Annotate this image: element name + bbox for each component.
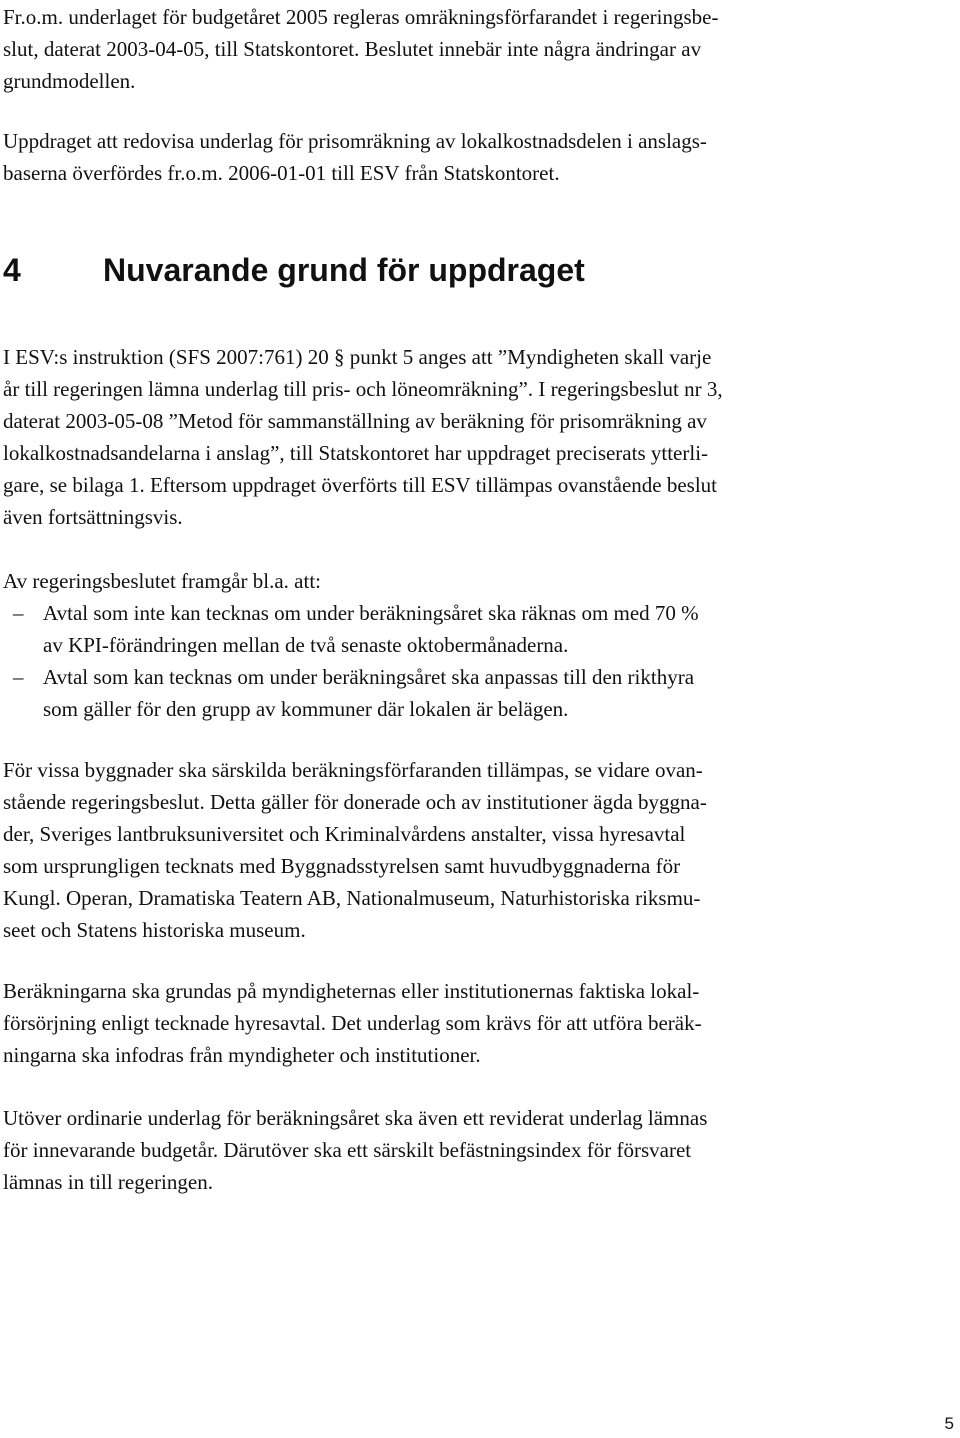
text-line: Uppdraget att redovisa underlag för prisomräkning av lokalkostnadsdelen i anslags- xyxy=(3,129,707,153)
body-paragraph xyxy=(3,975,803,1071)
intro-paragraph xyxy=(3,125,803,189)
text-line: För vissa byggnader ska särskilda beräkningsförfaranden tillämpas, se vidare ovan- xyxy=(3,758,703,782)
text-line: lämnas in till regeringen. xyxy=(3,1170,213,1194)
section-heading xyxy=(3,250,585,290)
text-line: I ESV:s instruktion (SFS 2007:761) 20 § punkt 5 anges att ”Myndigheten skall varje xyxy=(3,345,712,369)
body-paragraph xyxy=(3,341,803,533)
text-line: Avtal som inte kan tecknas om under beräkningsåret ska räknas om med 70 % xyxy=(43,601,699,625)
text-line: Kungl. Operan, Dramatiska Teatern AB, Nationalmuseum, Naturhistoriska riksmu- xyxy=(3,886,701,910)
text-line: ningarna ska infodras från myndigheter och institutioner. xyxy=(3,1043,481,1067)
text-line: som ursprungligen tecknats med Byggnadsstyrelsen samt huvudbyggnaderna för xyxy=(3,854,681,878)
text-line: stående regeringsbeslut. Detta gäller för donerade och av institutioner ägda byggna- xyxy=(3,790,707,814)
section-title: Nuvarande grund för uppdraget xyxy=(103,252,585,288)
body-paragraph xyxy=(3,1102,803,1198)
text-line: gare, se bilaga 1. Eftersom uppdraget överförts till ESV tillämpas ovanstående beslut xyxy=(3,473,718,497)
text-line: även fortsättningsvis. xyxy=(3,505,183,529)
list-item xyxy=(3,597,803,661)
text-line: baserna överfördes fr.o.m. 2006-01-01 till ESV från Statskontoret. xyxy=(3,161,560,185)
text-line: försörjning enligt tecknade hyresavtal. Det underlag som krävs för att utföra beräk- xyxy=(3,1011,702,1035)
text-line: år till regeringen lämna underlag till pris- och löneomräkning”. I regeringsbeslut nr 3, xyxy=(3,377,723,401)
text-line: Utöver ordinarie underlag för beräkningsåret ska även ett reviderat underlag lämnas xyxy=(3,1106,708,1130)
text-line: lokalkostnadsandelarna i anslag”, till Statskontoret har uppdraget preciserats ytterli- xyxy=(3,441,709,465)
list-lead-in xyxy=(3,565,803,597)
section-number: 4 xyxy=(3,252,21,288)
text-line: Av regeringsbeslutet framgår bl.a. att: xyxy=(3,569,321,593)
text-line: Beräkningarna ska grundas på myndigheternas eller institutionernas faktiska lokal- xyxy=(3,979,700,1003)
text-line: Fr.o.m. underlaget för budgetåret 2005 regleras omräkningsförfarandet i regeringsbe- xyxy=(3,5,719,29)
intro-paragraph xyxy=(3,1,803,97)
dash-list xyxy=(3,597,803,725)
text-line: som gäller för den grupp av kommuner där lokalen är belägen. xyxy=(43,697,569,721)
text-line: för innevarande budgetår. Därutöver ska ett särskilt befästningsindex för försvaret xyxy=(3,1138,692,1162)
text-line: seet och Statens historiska museum. xyxy=(3,918,306,942)
text-line: der, Sveriges lantbruksuniversitet och Kriminalvårdens anstalter, vissa hyresavtal xyxy=(3,822,686,846)
text-line: daterat 2003-05-08 ”Metod för sammanställning av beräkning för prisomräkning av xyxy=(3,409,707,433)
body-paragraph xyxy=(3,754,803,946)
dash-marker: – xyxy=(13,601,24,625)
list-item xyxy=(3,661,803,725)
dash-marker: – xyxy=(13,665,24,689)
text-line: slut, daterat 2003-04-05, till Statskontoret. Beslutet innebär inte några ändringar av xyxy=(3,37,702,61)
text-line: grundmodellen. xyxy=(3,69,136,93)
text-line: av KPI-förändringen mellan de två senaste oktobermånaderna. xyxy=(43,633,569,657)
page-number: 5 xyxy=(944,1414,954,1433)
text-line: Avtal som kan tecknas om under beräkningsåret ska anpassas till den rikthyra xyxy=(43,665,695,689)
